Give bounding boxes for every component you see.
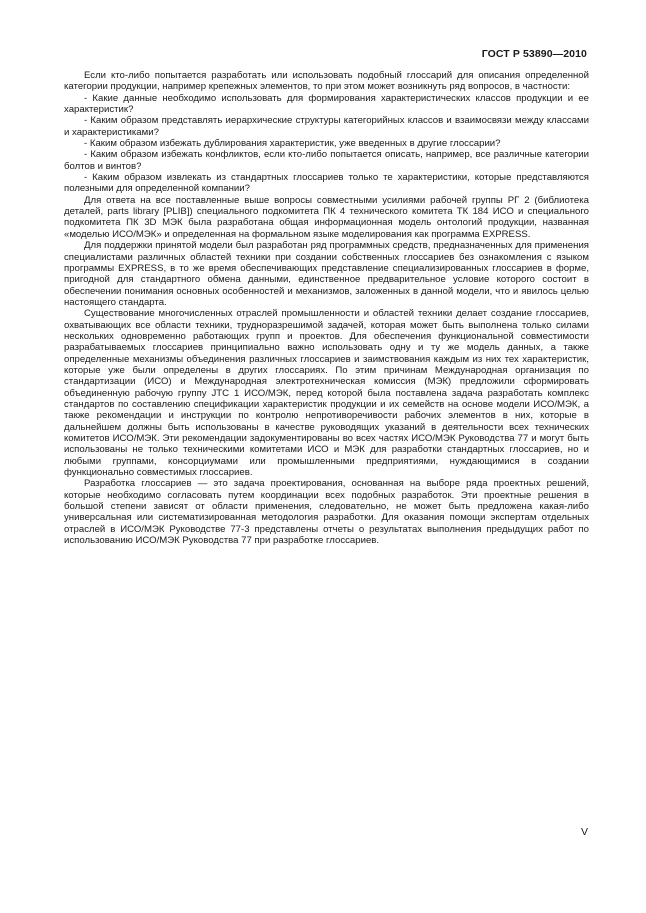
paragraph-intro: Если кто-либо попытается разработать или использовать подобный глоссарий для описания определенной категории продукции, например крепежных элементов, то при этом может возникнуть ряд вопросов, в частности: (64, 70, 589, 93)
paragraph-industries: Существование многочисленных отраслей промышленности и областей техники делает создание глоссариев, охватывающих все области техники, трудноразрешимой задачей, которая может быть выполнена только силами нескольких одновременно работающих групп и проектов. Для обеспечения функциональной совместимости разрабатываемых глоссариев принципиально важно использовать одну и ту же модель данных, а также определенные механизмы объединения различных глоссариев и заимствования каждым из них тех характеристик, которые уже были определены в других глоссариях. По этим причинам Международная организация по стандартизации (ИСО) и Международная электротехническая комиссия (МЭК) предложили сформировать объединенную рабочую группу JTC 1 ИСО/МЭК, перед которой была поставлена задача разработать комплекс стандартов по составлению спецификации характеристик продукции и их семейств на основе модели ИСО/МЭК, а также рекомендации и инструкции по контролю непротиворечивости рабочих элементов в них, которые в дальнейшем должны быть использованы в качестве руководящих указаний в деятельности всех технических комитетов ИСО/МЭК. Эти рекомендации задокументированы во всех частях ИСО/МЭК Руководства 77 и могут быть использованы не только техническими комитетами ИСО и МЭК для разработки стандартных глоссариев, но и любыми группами, консорциумами или промышленными предприятиями, нуждающимися в создании функционально совместимых глоссариев. (64, 308, 589, 479)
question-item: - Каким образом представлять иерархические структуры категорийных классов и взаимосвязи между классами и характеристиками? (64, 115, 589, 138)
page-number: V (581, 826, 589, 838)
paragraph-design: Разработка глоссариев — это задача проектирования, основанная на выборе ряда проектных решений, которые необходимо согласовать путем координации всех подобных разработок. Эти проектные решения в большой степени зависят от области применения, следовательно, не может быть предложена какая-либо универсальная или систематизированная методология разработки. Для оказания помощи экспертам отдельных отраслей в ИСО/МЭК Руководстве 77-3 представлены отчеты о результатах выполнения предыдущих работ по использованию ИСО/МЭК Руководства 77 при разработке глоссариев. (64, 478, 589, 547)
question-item: - Каким образом избежать дублирования характеристик, уже введенных в другие глоссарии? (84, 138, 501, 150)
paragraph-tools: Для поддержки принятой модели был разработан ряд программных средств, предназначенных для применения специалистами различных областей техники при создании собственных глоссариев без ознакомления с языком программы EXPRESS, в то же время обеспечивающих представление специализированных глоссариев в форме, пригодной для стандартного обмена данными, единственное предварительное условие которого состоит в обеспечении понимания основных особенностей и механизмов, заложенных в данной модели, что и явилось целью настоящего стандарта. (64, 240, 589, 308)
document-body (64, 70, 589, 546)
question-item: - Каким образом извлекать из стандартных глоссариев только те характеристики, которые представляются полезными для определенной компании? (64, 172, 589, 195)
paragraph-model: Для ответа на все поставленные выше вопросы совместными усилиями рабочей группы РГ 2 (библиотека деталей, parts library [PLIB]) специального подкомитета ПК 4 технического комитета ТК 184 ИСО и специального подкомитета ПК 3D МЭК была разработана общая информационная модель онтологий продукции, названная «моделью ИСО/МЭК» и определенная на формальном языке моделирования как программа EXPRESS. (64, 194, 589, 240)
question-item: - Каким образом избежать конфликтов, если кто-либо попытается описать, например, все различные категории болтов и винтов? (64, 149, 589, 172)
document-header: ГОСТ Р 53890—2010 (481, 48, 587, 60)
question-item: - Какие данные необходимо использовать для формирования характеристических классов продукции и ее характеристик? (64, 92, 589, 116)
